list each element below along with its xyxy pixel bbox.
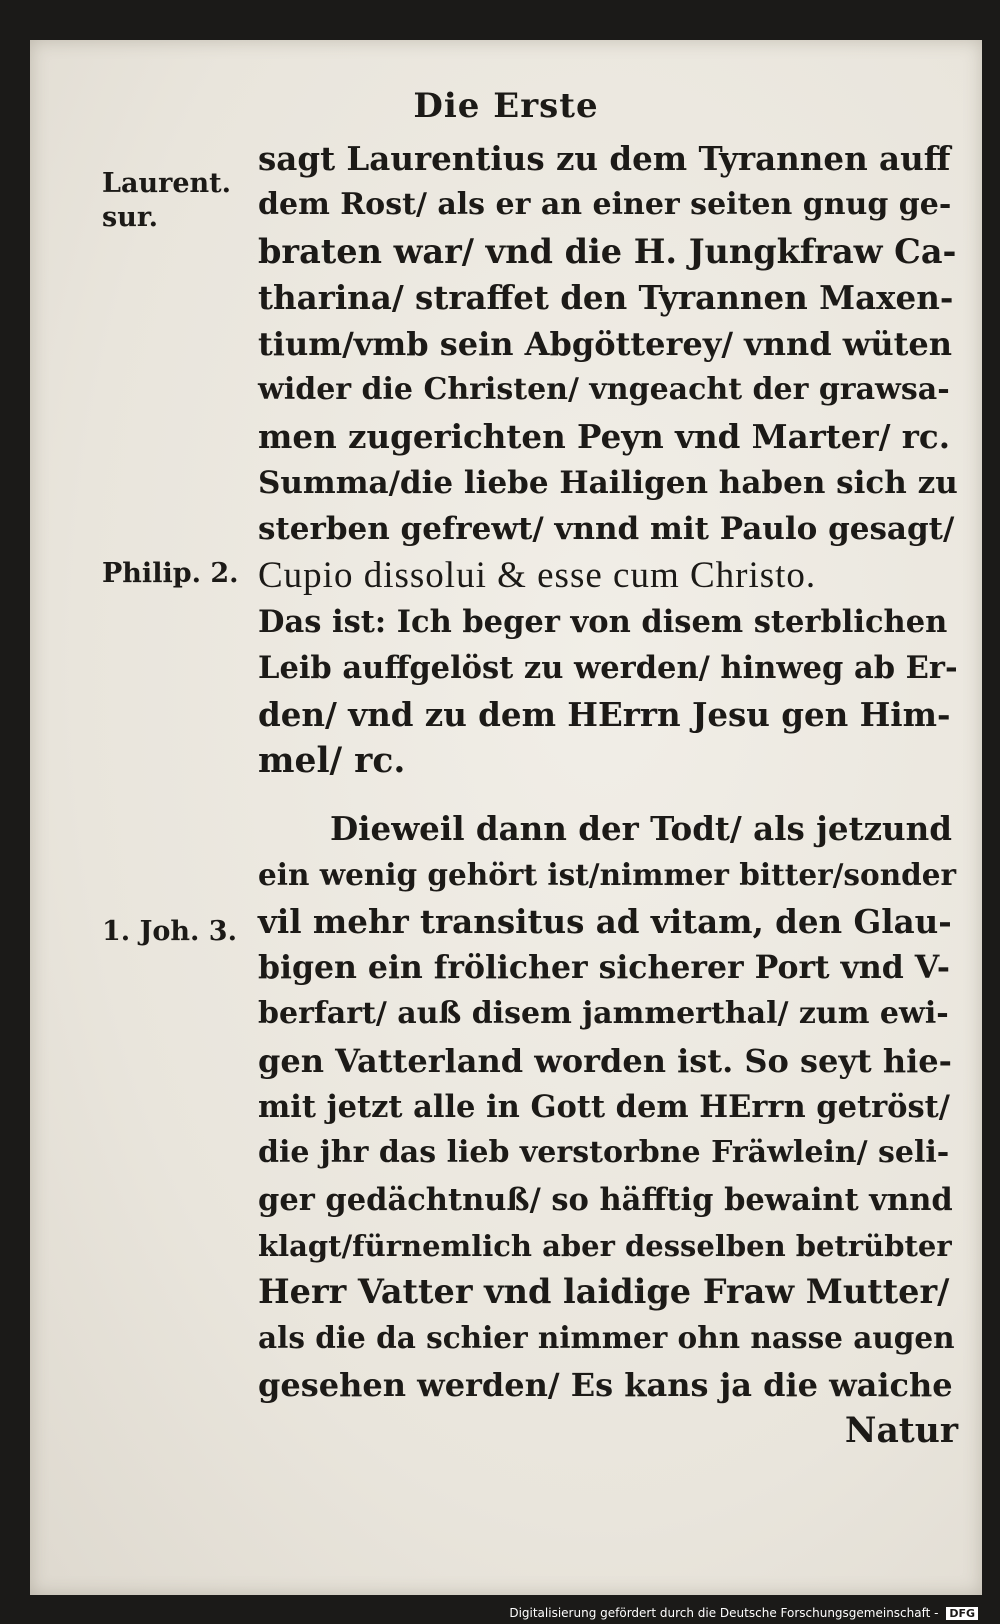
funding-text: Digitalisierung gefördert durch die Deutsche Forschungsgemeinschaft - — [509, 1606, 939, 1620]
text-line: Herr Vatter vnd laidige Fraw Mutter/ — [258, 1272, 950, 1312]
text-line: gesehen werden/ Es kans ja die waiche — [258, 1365, 953, 1404]
text-line: bigen ein frölicher sicherer Port vnd V- — [258, 949, 950, 987]
text-line: braten war/ vnd die H. Jungkfraw Ca- — [258, 231, 957, 271]
text-line: mel/ rc. — [258, 740, 406, 781]
text-line: vil mehr transitus ad vitam, den Glau- — [258, 901, 952, 941]
running-head: Die Erste — [413, 86, 599, 126]
catchword: Natur — [844, 1411, 958, 1452]
text-line: sterben gefrewt/ vnnd mit Paulo gesagt/ — [258, 511, 955, 548]
paragraph-start-line: Dieweil dann der Todt/ als jetzund — [330, 809, 953, 849]
text-line: Das ist: Ich beger von disem sterblichen — [258, 603, 948, 640]
latin-quote-line: Cupio dissolui & esse cum Christo. — [258, 554, 817, 596]
text-line: Summa/die liebe Hailigen haben sich zu — [258, 465, 958, 502]
text-line: als die da schier nimmer ohn nasse augen — [258, 1320, 955, 1356]
margin-note-sur: sur. — [102, 202, 158, 233]
text-line: die jhr das lieb verstorbne Fräwlein/ seli- — [258, 1135, 950, 1171]
body-text — [258, 136, 958, 1454]
text-line: klagt/fürnemlich aber desselben betrübter — [258, 1228, 952, 1263]
text-line: wider die Christen/ vngeacht der grawsa- — [258, 372, 950, 408]
margin-note-joh: 1. Joh. 3. — [102, 916, 237, 947]
text-line: men zugerichten Peyn vnd Marter/ rc. — [258, 416, 951, 456]
text-line: ger gedächtnuß/ so häfftig bewaint vnnd — [258, 1181, 953, 1218]
book-page — [30, 40, 982, 1595]
text-line: berfart/ auß disem jammerthal/ zum ewi- — [258, 996, 949, 1032]
text-line: tharina/ straffet den Tyrannen Maxen- — [258, 277, 954, 317]
dfg-logo: DFG — [946, 1607, 978, 1620]
margin-note-laurent: Laurent. — [102, 168, 232, 199]
text-line: sagt Laurentius zu dem Tyrannen auff — [258, 139, 951, 178]
text-line: dem Rost/ als er an einer seiten gnug ge- — [258, 187, 952, 223]
text-line: ein wenig gehört ist/nimmer bitter/sonder — [258, 857, 957, 893]
text-line: Leib auffgelöst zu werden/ hinweg ab Er- — [258, 650, 958, 687]
text-line: den/ vnd zu dem HErrn Jesu gen Him- — [258, 694, 951, 734]
paragraph-gap — [258, 784, 958, 806]
text-line: mit jetzt alle in Gott dem HErrn getröst/ — [258, 1088, 950, 1125]
funding-footer — [509, 1606, 978, 1620]
text-line: gen Vatterland worden ist. So seyt hie- — [258, 1041, 952, 1080]
text-line: tium/vmb sein Abgötterey/ vnnd wüten — [258, 325, 952, 364]
margin-note-philip: Philip. 2. — [102, 558, 239, 589]
